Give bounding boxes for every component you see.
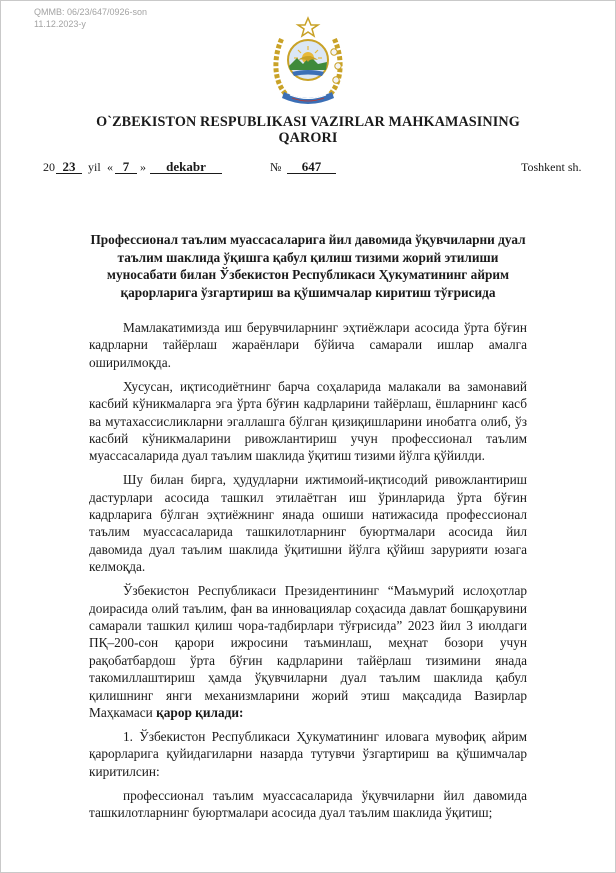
- preamble-text: Ўзбекистон Республикаси Президентининг “Маъмурий ислоҳотлар доирасида олий таълим, фан ва инновациялар соҳасида давлат бошқарувини самарали ташкил қилиш чора-тадбирлари тўғрисида” 2023 йил 3 июлдаги ПҚ–200-сон қарори ижросини таъминлаш, меҳнат бозори учун рақобатбардош ўрта бўғин кадрларини тайёрлаш тизимини янада такомиллаштириш ҳамда ўқувчиларни дуал таълим шаклида қабул қилишнинг янги механизмларини жорий этиш мақсадида Вазирлар Маҳкамаси: [89, 583, 527, 721]
- paragraph-item-1: 1. Ўзбекистон Республикаси Ҳукуматининг иловага мувофиқ айрим қарорларига қуйидагиларни назарда тутувчи ўзгартириш ва қўшимчалар киритилсин:: [89, 728, 527, 779]
- state-emblem-icon: [270, 12, 346, 107]
- document-type: QARORI: [278, 130, 338, 146]
- title-line: муносабати билан Ўзбекистон Республикаси Ҳукуматининг айрим: [106, 267, 510, 282]
- title-line: Профессионал таълим муассасаларига йил давомида ўқувчиларни дуал: [90, 232, 526, 247]
- stamp-number: QMMB: 06/23/647/0926-son: [34, 7, 148, 17]
- paragraph-background: Хусусан, иқтисодиётнинг барча соҳаларида малакали ва замонавий касбий кўникмаларга эга ўрта бўғин кадрларини тайёрлаш, ёшларнинг касб ва мутахассисликларни эгаллашга бўлган қизиқишларини инобатга олиб, ўз касбий кўникмаларини ривожлантириш учун профессионал таълим муассасаларида дуал таълим шаклида ўқитиш тизими йўлга қўйилди.: [89, 378, 527, 464]
- stamp-date: 11.12.2023-y: [34, 19, 86, 29]
- registration-stamp: [34, 6, 147, 30]
- issuing-authority: O`ZBEKISTON RESPUBLIKASI VAZIRLAR MAHKAMASINING: [96, 114, 520, 130]
- paragraph-preamble: [89, 582, 527, 721]
- month-value: dekabr: [150, 160, 222, 174]
- paragraph-subitem: профессионал таълим муассасаларида ўқувчиларни йил давомида ташкилотларнинг буюртмалари асосида дуал таълим шаклида ўқитиш;: [89, 787, 527, 821]
- day-value: 7: [115, 160, 137, 174]
- resolution-number: 647: [287, 160, 336, 174]
- resolution-body: [89, 319, 527, 828]
- number-sign: №: [270, 160, 282, 174]
- title-line: таълим шаклида ўқишга қабул қилиш тизими жорий этилиши: [117, 249, 499, 265]
- century-prefix: 20: [43, 160, 55, 174]
- resolution-title: [86, 231, 530, 301]
- paragraph-need: Шу билан бирга, ҳудудларни ижтимоий-иқтисодий ривожлантириш дастурлари асосида ташкил этилаётган иш ўринларида ўрта бўғин кадрларига бўлган эҳтиёжнинг янада ошиши натижасида профессионал таълим муассасаларида ташкилотларнинг буюртмалари асосида йил давомида дуал таълим шаклида ўқитишни йўлга қўйиш зарурияти юзага келмоқда.: [89, 472, 527, 575]
- open-quote: «: [107, 160, 113, 174]
- decision-phrase: қарор қилади:: [156, 705, 244, 721]
- close-quote: »: [140, 160, 146, 174]
- date-and-number-line: [0, 160, 616, 178]
- title-line: қарорларига ўзгартириш ва қўшимчалар киритиш тўғрисида: [120, 284, 496, 300]
- place-of-issue: Toshkent sh.: [521, 160, 582, 174]
- year-value: 23: [56, 160, 82, 174]
- paragraph-intro: Мамлакатимизда иш берувчиларнинг эҳтиёжлари асосида ўрта бўғин кадрларни тайёрлаш жараёнлари бўйича самарали ишлар амалга оширилмоқда.: [89, 320, 527, 370]
- yil-label: yil: [88, 160, 101, 174]
